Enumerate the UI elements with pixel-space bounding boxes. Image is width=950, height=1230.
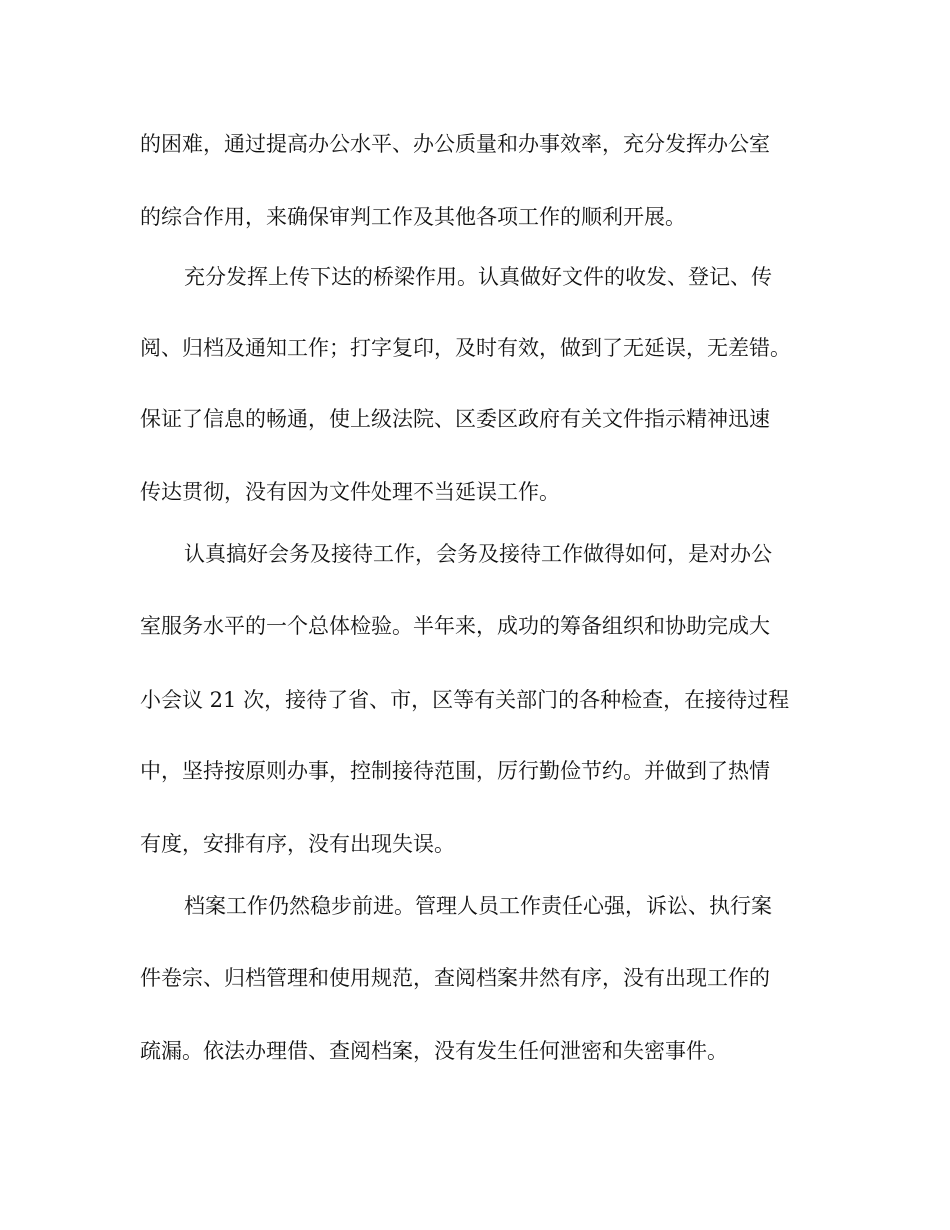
paragraph-start-line: 认真搞好会务及接待工作，会务及接待工作做得如何，是对办公 [184,542,772,566]
text-line: 中，坚持按原则办事，控制接待范围，厉行勤俭节约。并做到了热情 [140,759,770,783]
text-line: 的综合作用，来确保审判工作及其他各项工作的顺利开展。 [140,205,686,229]
text-line: 的困难，通过提高办公水平、办公质量和办事效率，充分发挥办公室 [140,132,770,156]
text-line: 传达贯彻，没有因为文件处理不当延误工作。 [140,480,560,504]
text-line: 室服务水平的一个总体检验。半年来，成功的筹备组织和协助完成大 [140,614,770,638]
text-line: 疏漏。依法办理借、查阅档案，没有发生任何泄密和失密事件。 [140,1039,728,1063]
text-line: 保证了信息的畅通，使上级法院、区委区政府有关文件指示精神迅速 [140,407,770,431]
paragraph-start-line: 充分发挥上传下达的桥梁作用。认真做好文件的收发、登记、传 [184,265,772,289]
paragraph-start-line: 档案工作仍然稳步前进。管理人员工作责任心强，诉讼、执行案 [184,894,772,918]
text-line: 小会议 21 次，接待了省、市，区等有关部门的各种检查，在接待过程 [140,688,790,712]
text-line: 阅、归档及通知工作；打字复印，及时有效，做到了无延误，无差错。 [140,336,791,360]
text-line: 件卷宗、归档管理和使用规范，查阅档案井然有序，没有出现工作的 [140,966,770,990]
text-line: 有度，安排有序，没有出现失误。 [140,832,455,856]
